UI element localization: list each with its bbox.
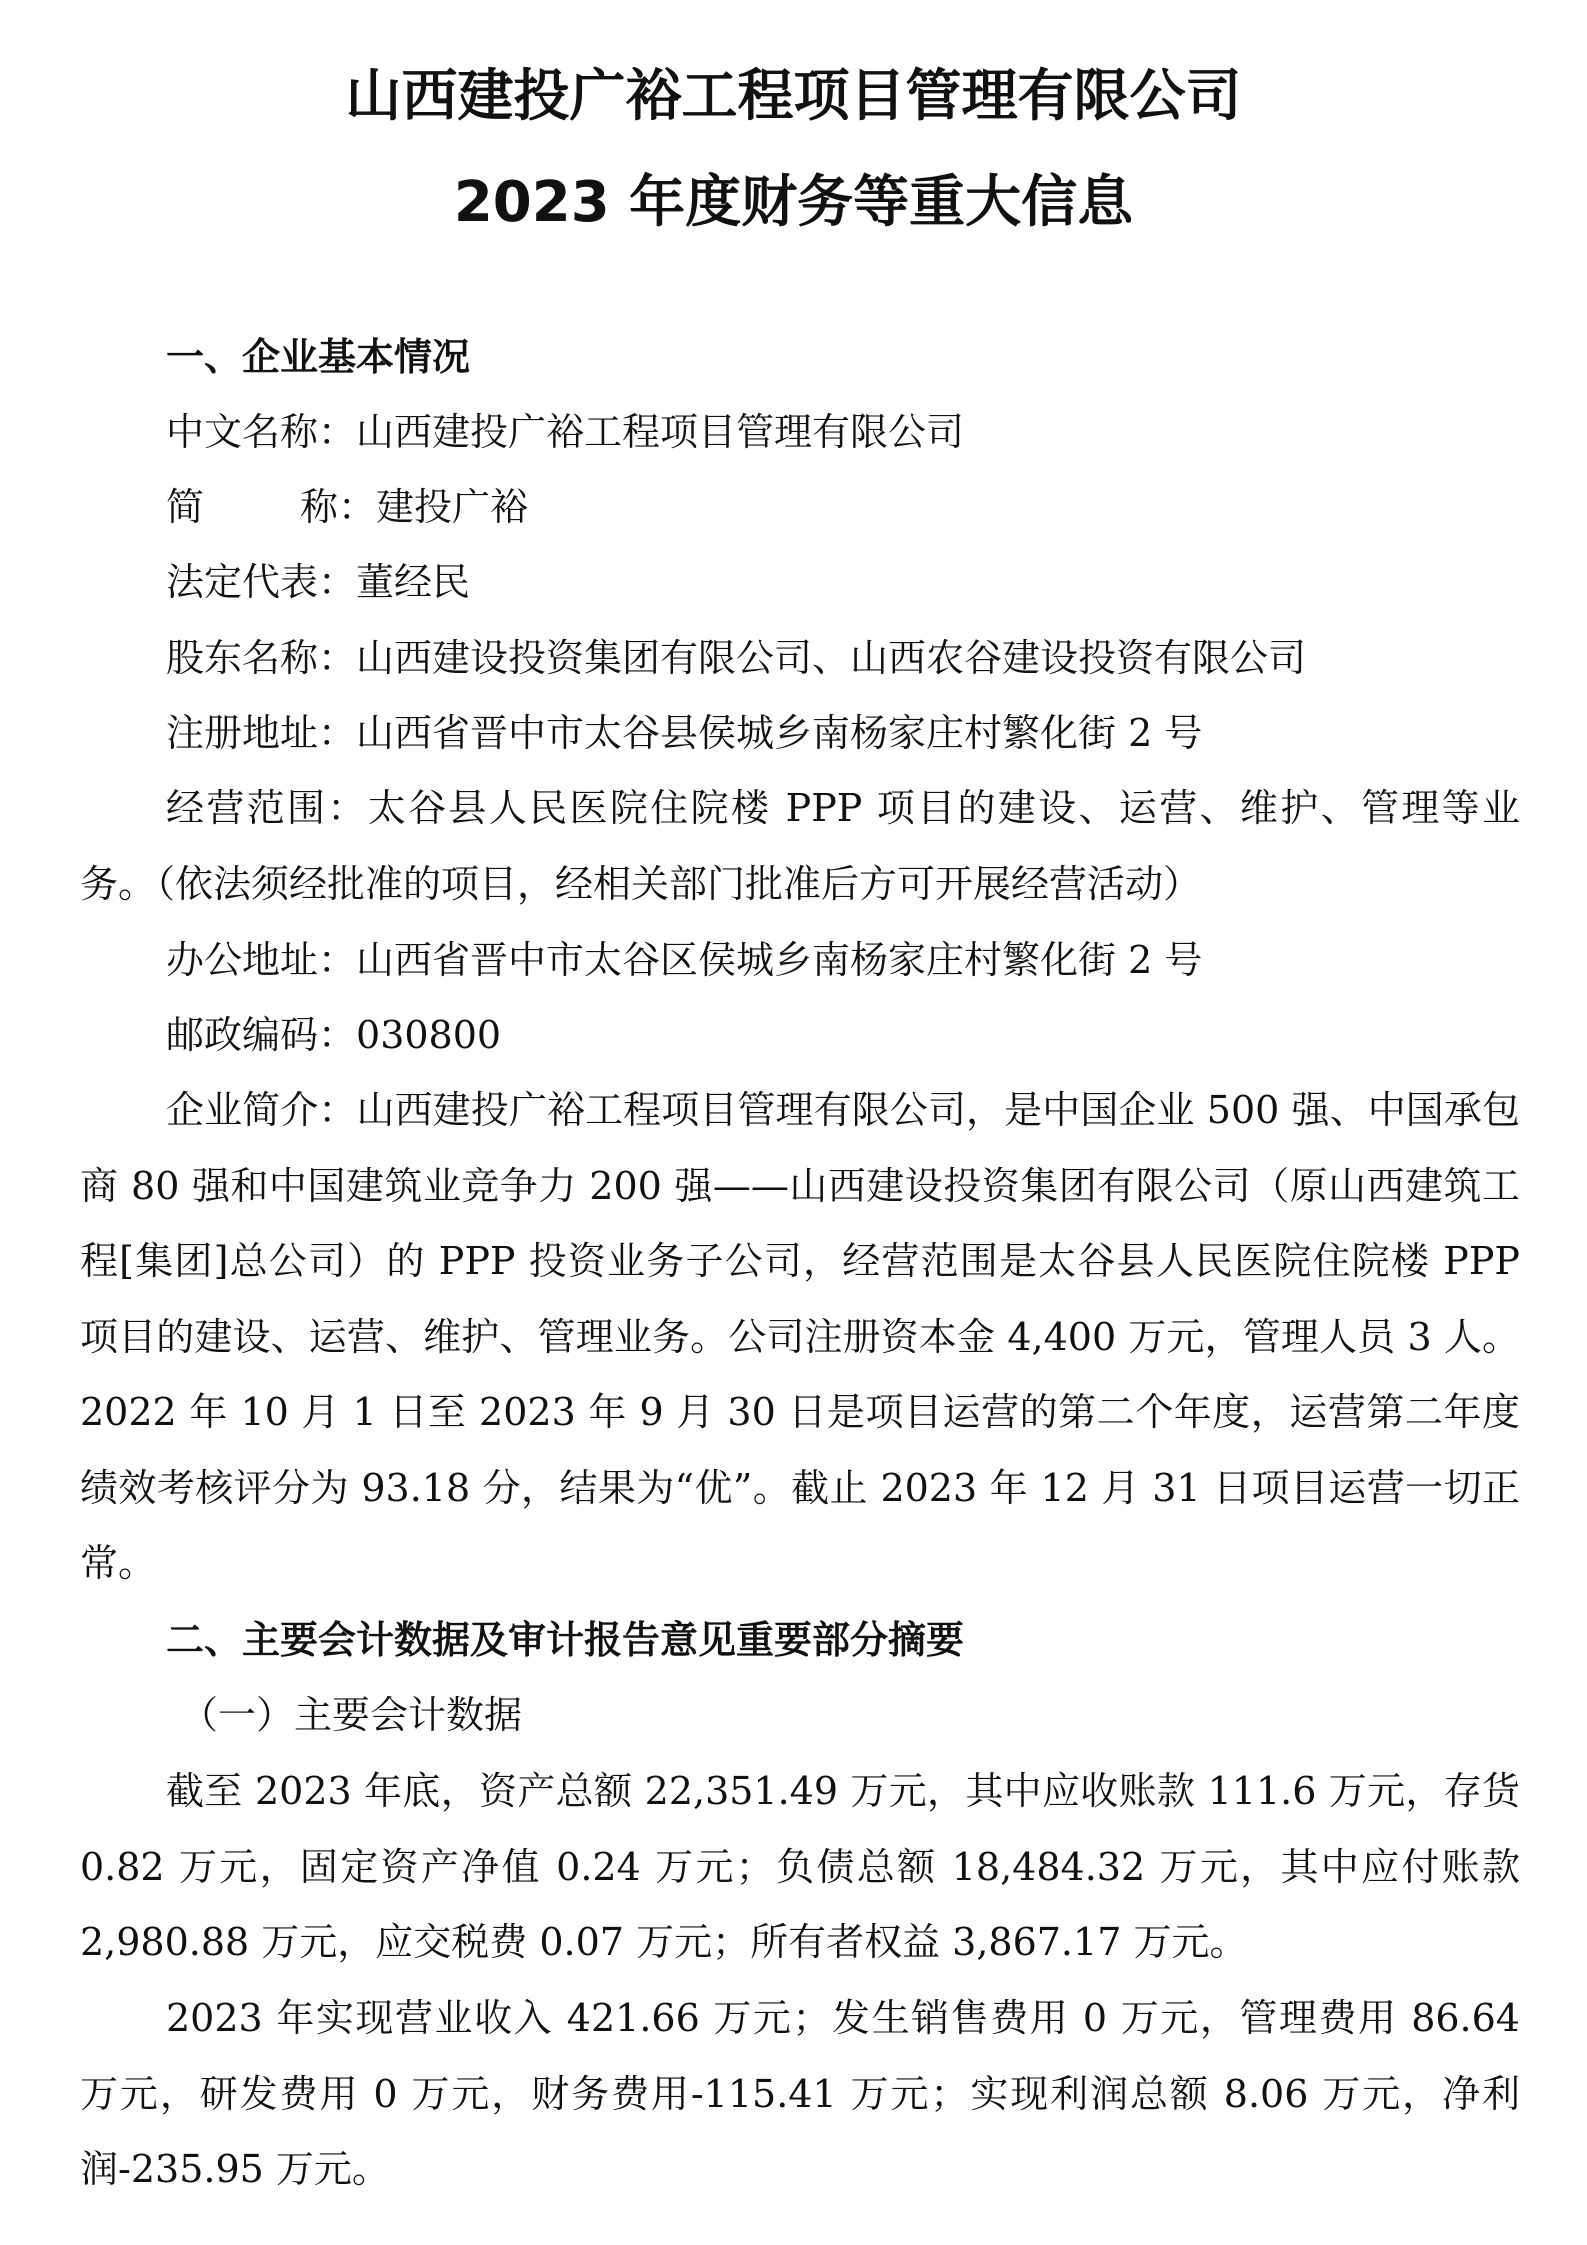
section2-subheading: （一）主要会计数据 bbox=[180, 1693, 523, 1737]
field-legal-rep bbox=[166, 557, 470, 607]
field-label: 邮政编码： bbox=[166, 1013, 357, 1057]
field-label: 中文名称： bbox=[166, 410, 357, 454]
field-value: 030800 bbox=[356, 1013, 502, 1057]
field-value: 山西建设投资集团有限公司、山西农谷建设投资有限公司 bbox=[356, 636, 1307, 680]
field-value: 董经民 bbox=[356, 560, 471, 604]
field-label: 办公地址： bbox=[166, 938, 357, 982]
field-label: 股东名称： bbox=[166, 636, 357, 680]
field-office-address bbox=[166, 935, 1202, 985]
accounting-data-paragraph1: 截至 2023 年底，资产总额 22,351.49 万元，其中应收账款 111.6 万元，存货 0.82 万元，固定资产净值 0.24 万元；负债总额 18,484.32 万元，其中应付账款 2,980.88 万元，应交税费 0.07 万元；所有者权益 3,867.17 万元。 bbox=[80, 1769, 1520, 1964]
field-short-name bbox=[166, 482, 528, 532]
field-postcode bbox=[166, 1010, 501, 1060]
section2-heading: 二、主要会计数据及审计报告意见重要部分摘要 bbox=[166, 1618, 965, 1662]
section1-heading: 一、企业基本情况 bbox=[166, 335, 471, 379]
field-value: 山西省晋中市太谷县侯城乡南杨家庄村繁化街 2 号 bbox=[356, 711, 1203, 755]
accounting-data-paragraph2: 2023 年实现营业收入 421.66 万元；发生销售费用 0 万元，管理费用 86.64 万元，研发费用 0 万元，财务费用-115.41 万元；实现利润总额 8.06 万元，净利润-235.95 万元。 bbox=[80, 1996, 1520, 2191]
field-label: 注册地址： bbox=[166, 711, 357, 755]
field-value: 建投广裕 bbox=[376, 485, 529, 529]
field-value: 山西省晋中市太谷区侯城乡南杨家庄村繁化街 2 号 bbox=[356, 938, 1203, 982]
field-label-part-b: 称： bbox=[300, 485, 377, 529]
field-reg-address bbox=[166, 708, 1202, 758]
field-label: 法定代表： bbox=[166, 560, 357, 604]
document-title-line1: 山西建投广裕工程项目管理有限公司 bbox=[345, 64, 1242, 129]
company-profile-paragraph: 企业简介：山西建投广裕工程项目管理有限公司，是中国企业 500 强、中国承包商 80 强和中国建筑业竞争力 200 强——山西建设投资集团有限公司（原山西建筑工程[集团]总公司）的 PPP 投资业务子公司，经营范围是太谷县人民医院住院楼 PPP 项目的建设、运营、维护、管理业务。公司注册资本金 4,400 万元，管理人员 3 人。2022 年 10 月 1 日至 2023 年 9 月 30 日是项目运营的第二个年度，运营第二年度绩效考核评分为 93.18 分，结果为“优”。截止 2023 年 12 月 31 日项目运营一切正常。 bbox=[80, 1088, 1520, 1585]
field-label-part-a: 简 bbox=[166, 485, 205, 529]
business-scope-paragraph: 经营范围：太谷县人民医院住院楼 PPP 项目的建设、运营、维护、管理等业务。（依法须经批准的项目，经相关部门批准后方可开展经营活动） bbox=[80, 786, 1520, 906]
document-title-line2: 2023 年度财务等重大信息 bbox=[453, 170, 1134, 235]
field-value: 山西建投广裕工程项目管理有限公司 bbox=[356, 410, 965, 454]
field-chinese-name bbox=[166, 407, 964, 457]
field-shareholders bbox=[166, 633, 1306, 683]
